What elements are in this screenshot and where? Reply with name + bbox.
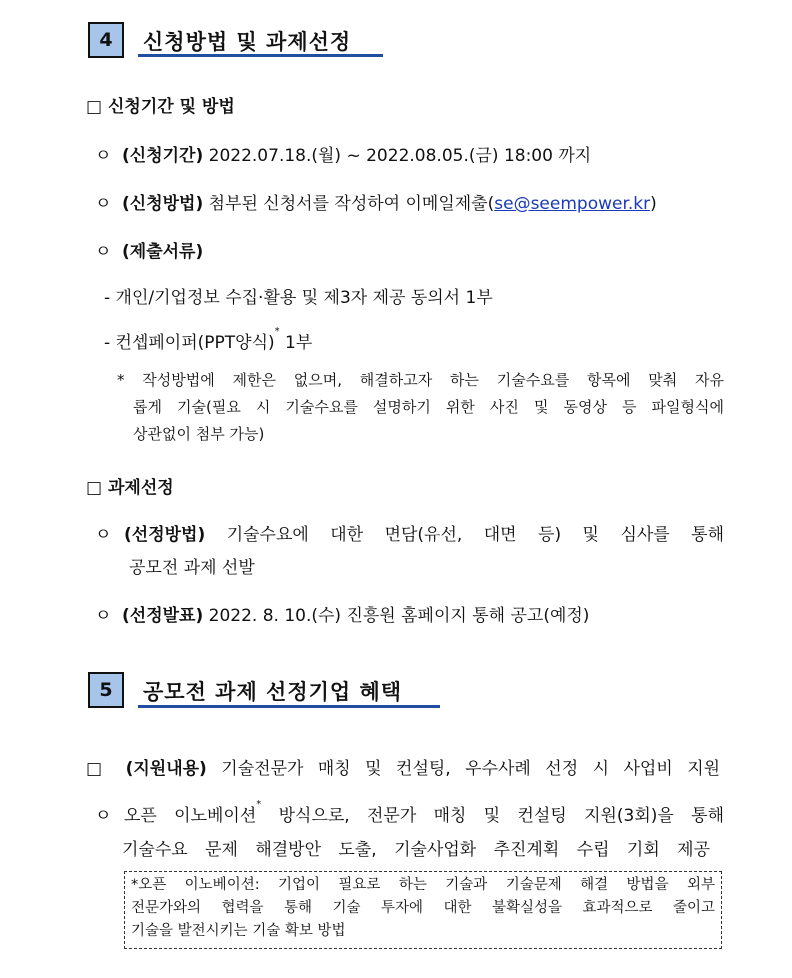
selection-announce-item — [122, 601, 589, 626]
section-title: 신청방법 및 과제선정 — [143, 30, 352, 54]
doc-text: - 컨셉페이퍼(PPT양식) — [104, 333, 275, 353]
open-innovation-item — [124, 801, 724, 826]
item-label: (선정방법) — [124, 525, 206, 545]
item-label: (선정발표) — [122, 606, 204, 626]
bullet-icon: ㅇ — [95, 242, 112, 262]
method-item — [122, 189, 657, 214]
section-number-badge: 4 — [88, 22, 124, 58]
item-label: (신청기간) — [122, 146, 204, 166]
section-title-underline — [138, 54, 383, 57]
item-value-close: ) — [650, 194, 657, 214]
doc-text-tail: 1부 — [279, 333, 313, 353]
item-value: 기술전문가 매칭 및 컨설팅, 우수사례 선정 시 사업비 지원 — [221, 759, 721, 779]
section-title: 공모전 과제 선정기업 혜택 — [143, 680, 403, 704]
item-value-continued: 공모전 과제 선발 — [129, 558, 255, 578]
definition-line: 전문가와의 협력을 통해 기술 투자에 대한 불확실성을 효과적으로 줄이고 — [131, 900, 715, 916]
section-number-badge: 5 — [88, 672, 124, 708]
bullet-icon: ㅇ — [95, 146, 112, 166]
docs-label: (제출서류) — [122, 242, 204, 262]
item-value-tail: 방식으로, 전문가 매칭 및 컨설팅 지원(3회)을 통해 — [261, 806, 724, 826]
subsection-heading: □ 과제선정 — [86, 478, 174, 498]
item-value: 기술수요에 대한 면담(유선, 대면 등) 및 심사를 통해 — [226, 525, 725, 545]
item-value: 오픈 이노베이션 — [124, 806, 257, 826]
item-value: 첨부된 신청서를 작성하여 이메일제출( — [208, 194, 495, 214]
note-line: 상관없이 첨부 가능) — [133, 425, 265, 443]
doc-item — [104, 328, 312, 353]
subsection-heading: □ 신청기간 및 방법 — [86, 97, 235, 117]
email-link[interactable]: se@seempower.kr — [494, 194, 651, 214]
footnote-mark: * — [256, 799, 262, 810]
item-value: 2022. 8. 10.(수) 진흥원 홈페이지 통해 공고(예정) — [208, 606, 590, 626]
definition-line: *오픈 이노베이션: 기업이 필요로 하는 기술과 기술문제 해결 방법을 외부 — [131, 877, 715, 893]
bullet-icon: ㅇ — [95, 525, 112, 545]
note-line: * 작성방법에 제한은 없으며, 해결하고자 하는 기술수요를 항목에 맞춰 자유 — [117, 371, 724, 389]
bullet-icon: ㅇ — [95, 194, 112, 214]
support-content — [86, 754, 720, 779]
bullet-icon: ㅇ — [95, 606, 112, 626]
item-label: (신청방법) — [122, 194, 204, 214]
period-item — [122, 141, 591, 166]
footnote-mark: * — [274, 326, 280, 337]
bullet-icon: ㅇ — [95, 806, 112, 826]
checkbox-square: □ — [86, 759, 112, 779]
doc-item: - 개인/기업정보 수집·활용 및 제3자 제공 동의서 1부 — [104, 288, 493, 308]
definition-note-box — [124, 871, 722, 949]
item-label: (지원내용) — [125, 759, 207, 779]
selection-method-item — [124, 520, 724, 545]
section-title-underline — [138, 705, 440, 708]
note-line: 롭게 기술(필요 시 기술수요를 설명하기 위한 사진 및 동영상 등 파일형식에 — [133, 398, 724, 416]
item-value: 2022.07.18.(월) ~ 2022.08.05.(금) 18:00 까지 — [208, 146, 592, 166]
definition-line: 기술을 발전시키는 기술 확보 방법 — [131, 923, 346, 939]
item-value-continued: 기술수요 문제 해결방안 도출, 기술사업화 추진계획 수립 기회 제공 — [122, 840, 710, 860]
